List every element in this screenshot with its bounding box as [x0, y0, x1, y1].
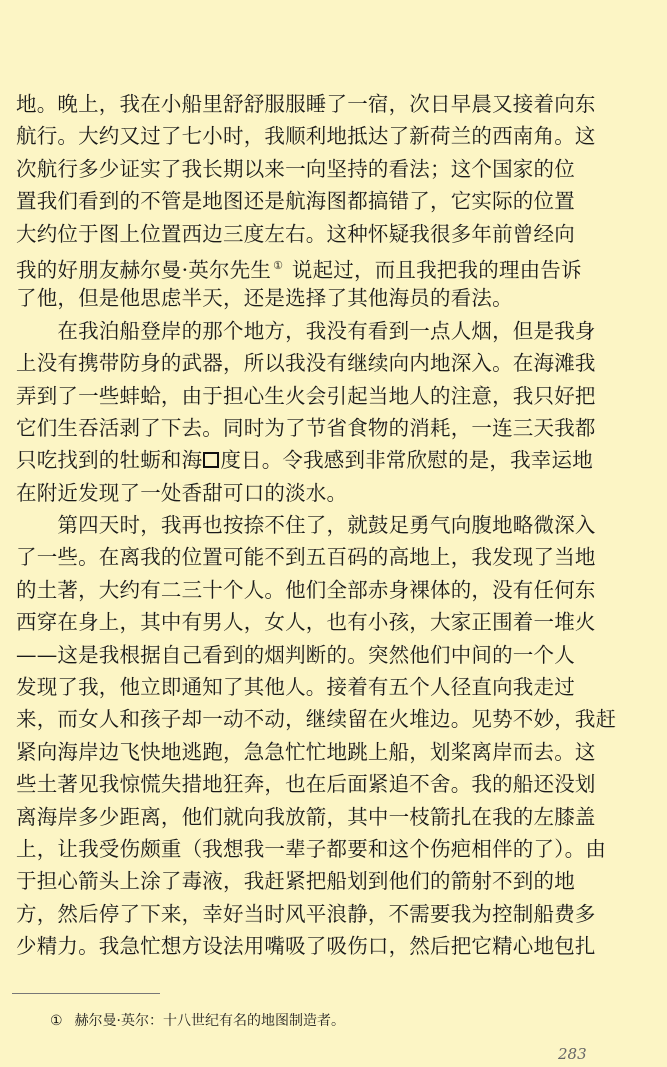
- text-line: 在我泊船登岸的那个地方，我没有看到一点人烟，但是我身: [16, 318, 596, 343]
- missing-glyph-box: [203, 452, 219, 468]
- text-line: 了他，但是他思虑半天，还是选择了其他海员的看法。: [16, 286, 513, 311]
- text-line: 弄到了一些蚌蛤，由于担心生火会引起当地人的注意，我只好把: [16, 383, 596, 408]
- body-text: [16, 88, 617, 963]
- text-segment: 说起过，而且我把我的理由告诉: [285, 257, 582, 282]
- page-number: 283: [558, 1045, 587, 1063]
- text-line: 它们生吞活剥了下去。同时为了节省食物的消耗，一连三天我都: [16, 415, 596, 440]
- footnote-marker: ①: [50, 1013, 63, 1029]
- text-line: [16, 250, 602, 282]
- text-line: 紧向海岸边飞快地逃跑，急急忙忙地跳上船，划桨离岸而去。这: [16, 739, 596, 764]
- text-line: [16, 444, 602, 476]
- footnote-reference: ①: [273, 258, 284, 272]
- text-line: 来，而女人和孩子却一动不动，继续留在火堆边。见势不妙，我赶: [16, 707, 617, 732]
- text-line: 次航行多少证实了我长期以来一向坚持的看法；这个国家的位: [16, 156, 575, 181]
- text-segment: 只吃找到的牡蛎和海: [16, 448, 203, 473]
- text-line: 了一些。在离我的位置可能不到五百码的高地上，我发现了当地: [16, 545, 596, 570]
- text-line: 航行。大约又过了七小时，我顺利地抵达了新荷兰的西南角。这: [16, 124, 596, 149]
- text-line: 地。晚上，我在小船里舒舒服服睡了一宿，次日早晨又接着向东: [16, 92, 596, 116]
- text-line: 上没有携带防身的武器，所以我没有继续向内地深入。在海滩我: [16, 351, 596, 376]
- footnote-text: 赫尔曼·英尔：十八世纪有名的地图制造者。: [74, 1013, 346, 1029]
- text-segment: 我的好朋友赫尔曼·英尔先生: [16, 257, 272, 282]
- text-line: ——这是我根据自己看到的烟判断的。突然他们中间的一个人: [16, 642, 575, 667]
- text-line: 置我们看到的不管是地图还是航海图都搞错了，它实际的位置: [16, 189, 575, 214]
- text-line: 大约位于图上位置西边三度左右。这种怀疑我很多年前曾经向: [16, 221, 575, 246]
- text-line: 上，让我受伤颇重（我想我一辈子都要和这个伤疤相伴的了）。由: [16, 836, 607, 861]
- text-line: 方，然后停了下来，幸好当时风平浪静，不需要我为控制船费多: [16, 901, 596, 926]
- text-line: 离海岸多少距离，他们就向我放箭，其中一枝箭扎在我的左膝盖: [16, 804, 596, 829]
- text-line: 在附近发现了一处香甜可口的淡水。: [16, 480, 348, 505]
- text-line: 第四天时，我再也按捺不住了，就鼓足勇气向腹地略微深入: [16, 513, 596, 538]
- text-line: 西穿在身上，其中有男人，女人，也有小孩，大家正围着一堆火: [16, 610, 596, 635]
- text-line: 的土著，大约有二三十个人。他们全部赤身裸体的，没有任何东: [16, 577, 596, 602]
- text-line: 少精力。我急忙想方设法用嘴吸了吸伤口，然后把它精心地包扎: [16, 934, 596, 959]
- footnote: [50, 1011, 345, 1031]
- footnote-divider: [12, 993, 160, 994]
- text-line: 发现了我，他立即通知了其他人。接着有五个人径直向我走过: [16, 675, 575, 700]
- text-line: 于担心箭头上涂了毒液，我赶紧把船划到他们的箭射不到的地: [16, 869, 575, 894]
- text-line: 些土著见我惊慌失措地狂奔，也在后面紧追不舍。我的船还没划: [16, 772, 596, 797]
- text-segment: 度日。令我感到非常欣慰的是，我幸运地: [220, 448, 593, 473]
